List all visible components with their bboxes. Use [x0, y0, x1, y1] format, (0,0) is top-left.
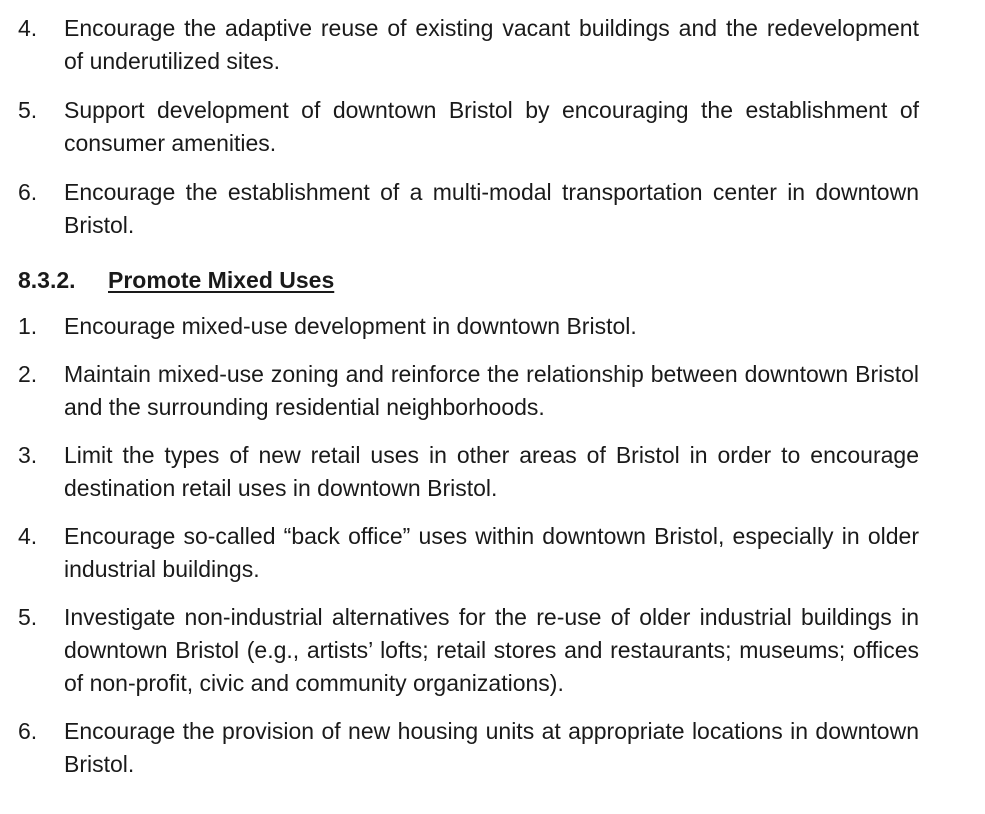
- mixed-uses-list: [18, 310, 919, 781]
- section-number: 8.3.2.: [18, 267, 76, 293]
- item-text: Encourage the establishment of a multi-modal transportation center in downtown Bristol.: [64, 179, 919, 238]
- item-text: Limit the types of new retail uses in other areas of Bristol in order to encourage destination retail uses in downtown Bristol.: [64, 442, 919, 501]
- item-number: 4.: [18, 523, 38, 549]
- item-number: 3.: [18, 442, 38, 468]
- item-number: 2.: [18, 361, 38, 387]
- item-text: Encourage the adaptive reuse of existing vacant buildings and the redevelopment of underutilized sites.: [64, 15, 919, 74]
- list-item: [18, 715, 919, 781]
- item-text: Support development of downtown Bristol by encouraging the establishment of consumer amenities.: [64, 97, 919, 156]
- list-item: [18, 94, 919, 160]
- item-text: Investigate non-industrial alternatives for the re-use of older industrial buildings in downtown Bristol (e.g., artists’ lofts; retail stores and restaurants; museums; offices of non-profit, civic and community organizations).: [64, 604, 919, 696]
- list-item: [18, 439, 919, 505]
- item-text: Maintain mixed-use zoning and reinforce the relationship between downtown Bristol and the surrounding residential neighborhoods.: [64, 361, 919, 420]
- item-number: 6.: [18, 179, 38, 205]
- item-number: 5.: [18, 604, 38, 630]
- list-item: [18, 176, 919, 242]
- goals-list-continued: [18, 12, 919, 242]
- section-title: Promote Mixed Uses: [108, 267, 335, 293]
- item-text: Encourage mixed-use development in downtown Bristol.: [64, 313, 637, 339]
- list-item: [18, 520, 919, 586]
- item-text: Encourage the provision of new housing units at appropriate locations in downtown Bristol.: [64, 718, 919, 777]
- section-heading: [18, 264, 919, 297]
- list-item: [18, 310, 919, 343]
- item-text: Encourage so-called “back office” uses within downtown Bristol, especially in older industrial buildings.: [64, 523, 919, 582]
- list-item: [18, 358, 919, 424]
- list-item: [18, 601, 919, 700]
- list-item: [18, 12, 919, 78]
- item-number: 1.: [18, 313, 38, 339]
- item-number: 5.: [18, 97, 38, 123]
- item-number: 4.: [18, 15, 38, 41]
- item-number: 6.: [18, 718, 38, 744]
